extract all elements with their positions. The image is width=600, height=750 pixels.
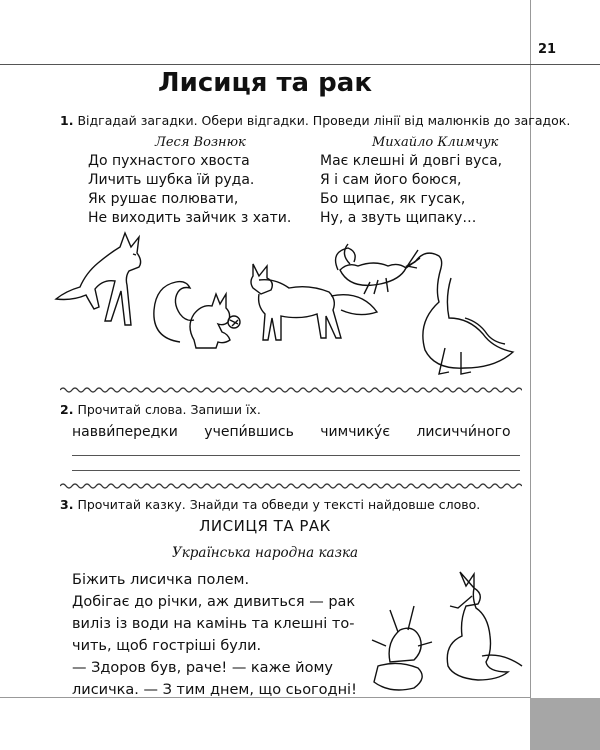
task-2-number: 2. bbox=[60, 402, 74, 417]
section-divider-wavy bbox=[60, 482, 522, 490]
page-number: 21 bbox=[538, 42, 557, 57]
word-item: учепи́вшись bbox=[204, 424, 294, 440]
word-item: навви́передки bbox=[72, 424, 178, 440]
goose-picture bbox=[405, 248, 515, 380]
task-1-text: Відгадай загадки. Обери відгадки. Проведи лінії від малюнків до загадок. bbox=[77, 113, 571, 128]
word-item: чимчику́є bbox=[320, 424, 391, 440]
header-rule bbox=[0, 64, 600, 65]
poem-right-author: Михайло Климчук bbox=[372, 135, 499, 150]
story-line: чить, щоб гостріші були. bbox=[72, 638, 262, 654]
poem-right-line: Я і сам його боюся, bbox=[320, 172, 462, 188]
poem-right-line: Бо щипає, як гусак, bbox=[320, 191, 466, 207]
story-title: ЛИСИЦЯ ТА РАК bbox=[199, 517, 331, 535]
fox-and-crayfish-illustration bbox=[368, 566, 528, 696]
section-divider-wavy bbox=[60, 386, 522, 394]
story-line: виліз із води на камінь та клешні то- bbox=[72, 616, 355, 632]
task-2-text: Прочитай слова. Запиши їх. bbox=[77, 402, 261, 417]
story-line: лисичка. — З тим днем, що сьогодні! bbox=[72, 682, 357, 698]
story-subtitle: Українська народна казка bbox=[171, 545, 359, 561]
squirrel-picture bbox=[150, 272, 250, 352]
word-item: лисиччи́ного bbox=[416, 424, 511, 440]
page-title: Лисиця та рак bbox=[158, 68, 372, 98]
writing-line[interactable] bbox=[72, 470, 520, 471]
poem-left-line: Не виходить зайчик з хати. bbox=[88, 210, 292, 226]
story-line: Біжить лисичка полем. bbox=[72, 572, 250, 588]
story-line: — Здоров був, раче! — каже йому bbox=[72, 660, 333, 676]
task-1-instruction bbox=[60, 113, 570, 128]
page-corner-tab bbox=[530, 698, 600, 750]
poem-left-author: Леся Вознюк bbox=[155, 135, 246, 150]
poem-right-line: Має клешні й довгі вуса, bbox=[320, 153, 503, 169]
writing-line[interactable] bbox=[72, 455, 520, 456]
poem-left-line: Личить шубка їй руда. bbox=[88, 172, 255, 188]
wolf-picture bbox=[55, 228, 155, 338]
task-3-number: 3. bbox=[60, 497, 74, 512]
task-3-instruction bbox=[60, 497, 480, 512]
word-list bbox=[72, 424, 533, 440]
poem-left-line: Як рушає полювати, bbox=[88, 191, 239, 207]
task-1-number: 1. bbox=[60, 113, 74, 128]
task-2-instruction bbox=[60, 402, 261, 417]
story-line: Добігає до річки, аж дивиться — рак bbox=[72, 594, 356, 610]
poem-left-line: До пухнастого хвоста bbox=[88, 153, 250, 169]
poem-right-line: Ну, а звуть щипаку… bbox=[320, 210, 477, 226]
task-3-text: Прочитай казку. Знайди та обведи у тексті найдовше слово. bbox=[77, 497, 481, 512]
